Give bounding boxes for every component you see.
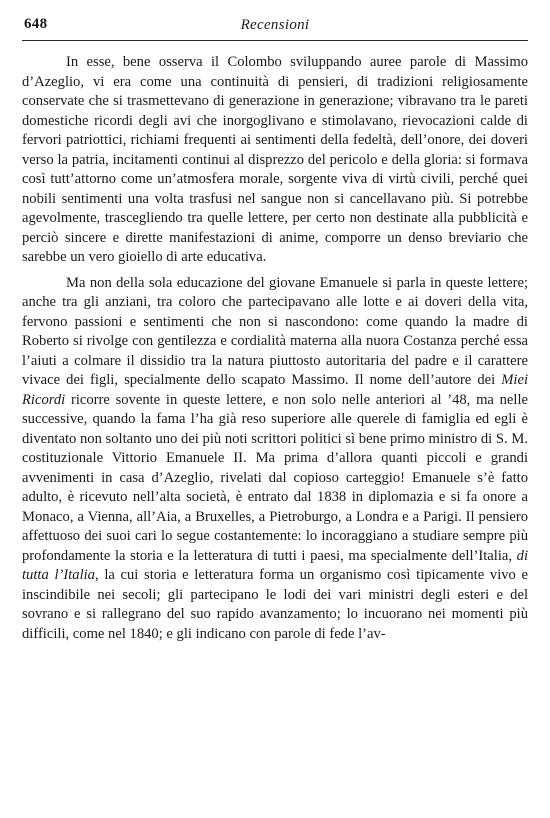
italic-title-miei-ricordi: Miei Ricordi xyxy=(22,372,528,408)
italic-phrase-di-tutta-italia: di tutta l’Italia xyxy=(22,547,528,583)
paragraph-2-segment: , la cui storia e letteratura forma un organismo così tipicamente vivo e inscindibile nei secoli; gli partecipano le lodi dei vari ministri degli esteri e del sovrano e si rallegrano del suo rapido avanzamento; lo incuorano nei momenti più difficili, come nel 1840; e gli indicano con parole di fede l’av- xyxy=(22,567,528,642)
page-header xyxy=(22,14,528,38)
page-number: 648 xyxy=(24,16,48,32)
body-text xyxy=(22,53,528,644)
paragraph-1 xyxy=(22,53,528,268)
running-head: Recensioni xyxy=(240,17,310,33)
paragraph-2 xyxy=(22,274,528,645)
paragraph-2-segment: ricorre sovente in queste lettere, e non solo nelle anteriori al ’48, ma nelle successive, quando la fama l’ha già reso superiore alle querele di famiglia ed egli è diventato non soltanto uno dei più noti scrittori politici sì bene primo ministro di S. M. costituzionale Vittorio Emanuele II. Ma prima d’allora quanti piccoli e grandi avvenimenti in casa d’Azeglio, rivelati dal copioso carteggio! Emanuele s’è fatto adulto, è ricevuto nell’alta società, è entrato dal 1838 in diplomazia e si fa onore a Monaco, a Vienna, all’Aia, a Bruxelles, a Pietroburgo, a Londra e a Parigi. Il pensiero affettuoso dei suoi cari lo segue costantemente: lo incoraggiano a studiare sempre più profondamente la storia e la letteratura di tutti i paesi, ma specialmente dell’Italia, xyxy=(22,391,528,564)
paragraph-1-segment: In esse, bene osserva il Colombo sviluppando auree parole di Massimo d’Azeglio, vi era come una continuità di pensieri, di tradizioni religiosamente conservate che si trasmettevano di generazione in generazione; vibravano tra le pareti domestiche ricordi degli avi che inorgoglivano e stimolavano, rievocazioni calde di fervori patriottici, richiami frequenti ai sentimenti della fedeltà, dell’onore, dei doveri verso la patria, incitamenti continui al disprezzo del pericolo e della gloria: si formava così tutt’attorno come un’atmosfera morale, sorgente viva di virtù civili, perché quei nobili sentimenti una volta trasfusi nel sangue non si cancellavano più. Si potrebbe agevolmente, trascegliendo tra quelle lettere, per certo non destinate alla pubblicità e perciò sincere e dirette manifestazioni di anime, comporre un denso breviario che sarebbe un vero gioiello di arte educativa. xyxy=(22,54,528,265)
paragraph-2-segment: Ma non della sola educazione del giovane Emanuele si parla in queste lettere; anche tra gli anziani, tra coloro che partecipavano alle lotte e ai doveri della vita, fervono passioni e sentimenti che non si nascondono: come quando la madre di Roberto si rivolge con gentilezza e cordialità materna alla nuora Costanza perché essa l’aiuti a colmare il dissidio tra la natura piuttosto autoritaria del padre e il carattere vivace dei figli, specialmente dello scapato Massimo. Il nome dell’autore dei xyxy=(22,274,528,388)
header-rule xyxy=(22,40,528,41)
